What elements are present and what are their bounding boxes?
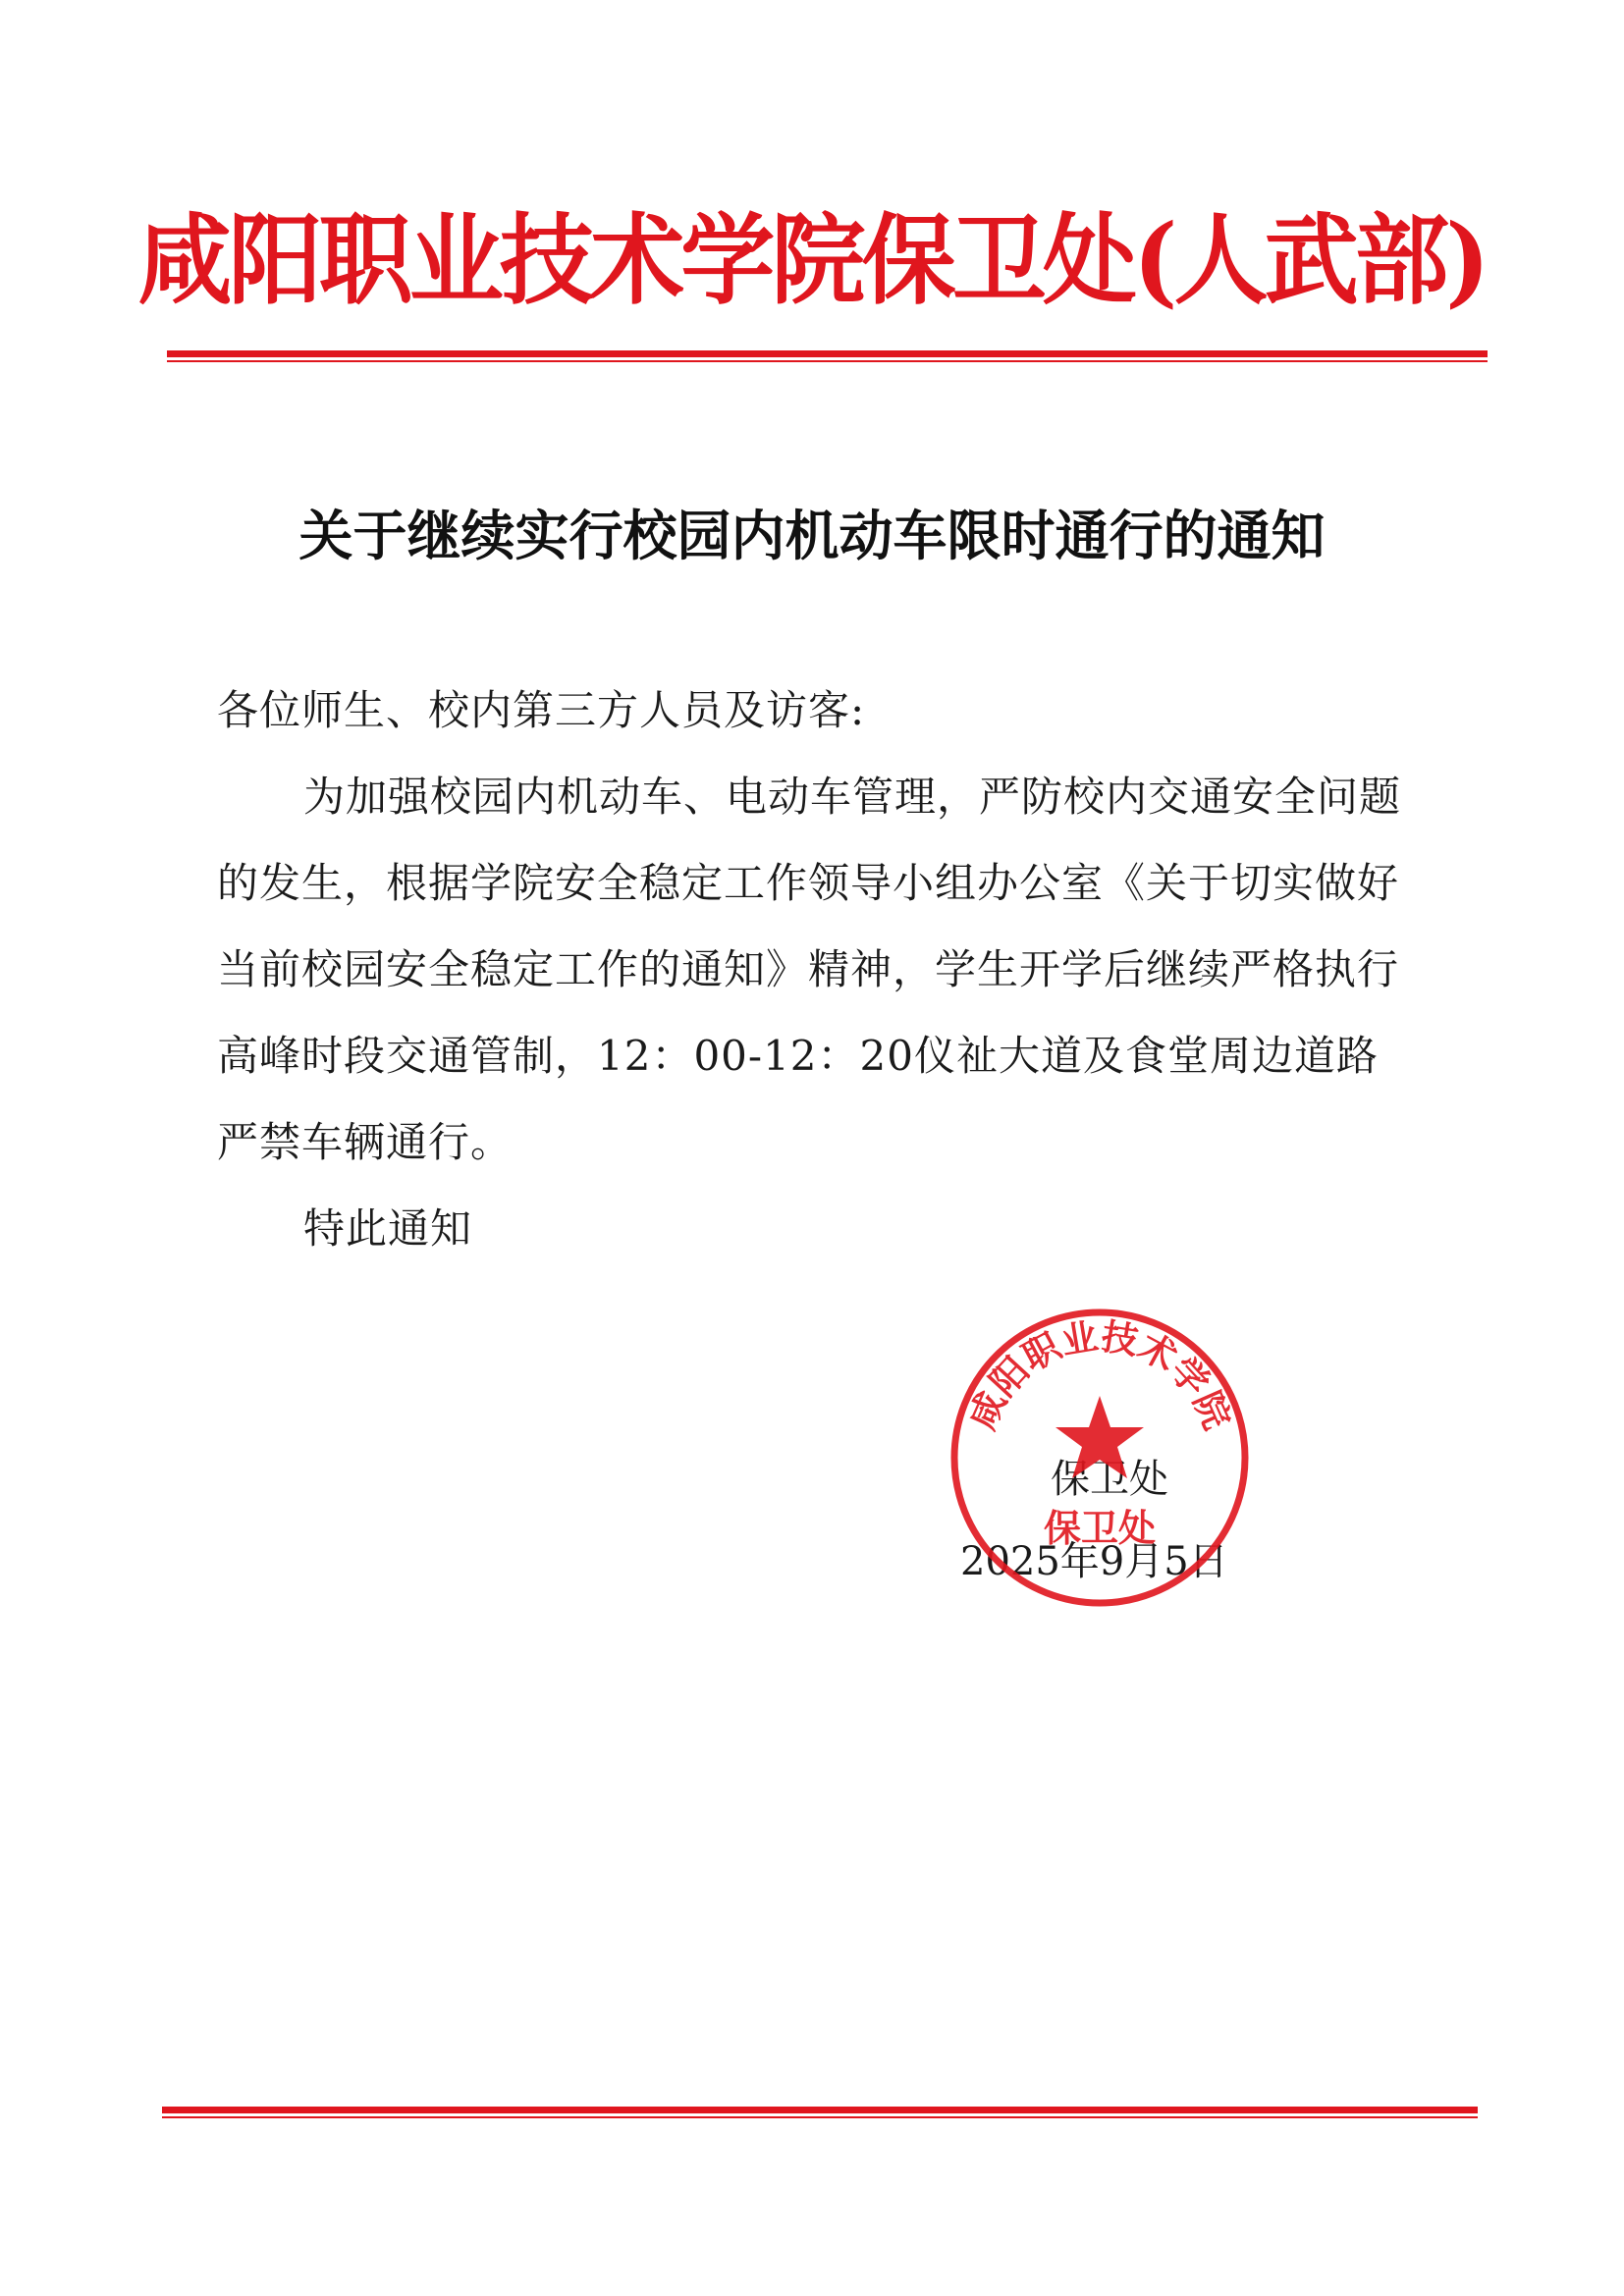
signature-date: 2025年9月5日	[960, 1539, 1228, 1584]
letterhead-divider	[167, 350, 1488, 362]
seal-center-text: 保卫处	[1043, 1506, 1157, 1550]
signature-org: 保卫处	[1051, 1457, 1168, 1502]
letterhead-title: 咸阳职业技术学院保卫处(人武部)	[137, 202, 1487, 318]
footer-divider	[162, 2107, 1478, 2118]
notice-salutation: 各位师生、校内第三方人员及访客:	[217, 686, 866, 734]
official-seal-icon	[947, 1306, 1252, 1610]
notice-title: 关于继续实行校园内机动车限时通行的通知	[298, 504, 1326, 567]
notice-body	[217, 667, 1415, 1272]
seal-ring-textpath: 咸阳职业技术学院	[959, 1313, 1240, 1436]
seal-star-icon	[1056, 1396, 1144, 1478]
notice-closing: 特此通知	[303, 1204, 473, 1253]
notice-paragraph: 为加强校园内机动车、电动车管理，严防校内交通安全问题的发生，根据学院安全稳定工作领导小组办公室《关于切实做好当前校园安全稳定工作的通知》精神，学生开学后继续严格执行高峰时段交通管制，12：00-12：20仪祉大道及食堂周边道路严禁车辆通行。	[217, 773, 1402, 1166]
